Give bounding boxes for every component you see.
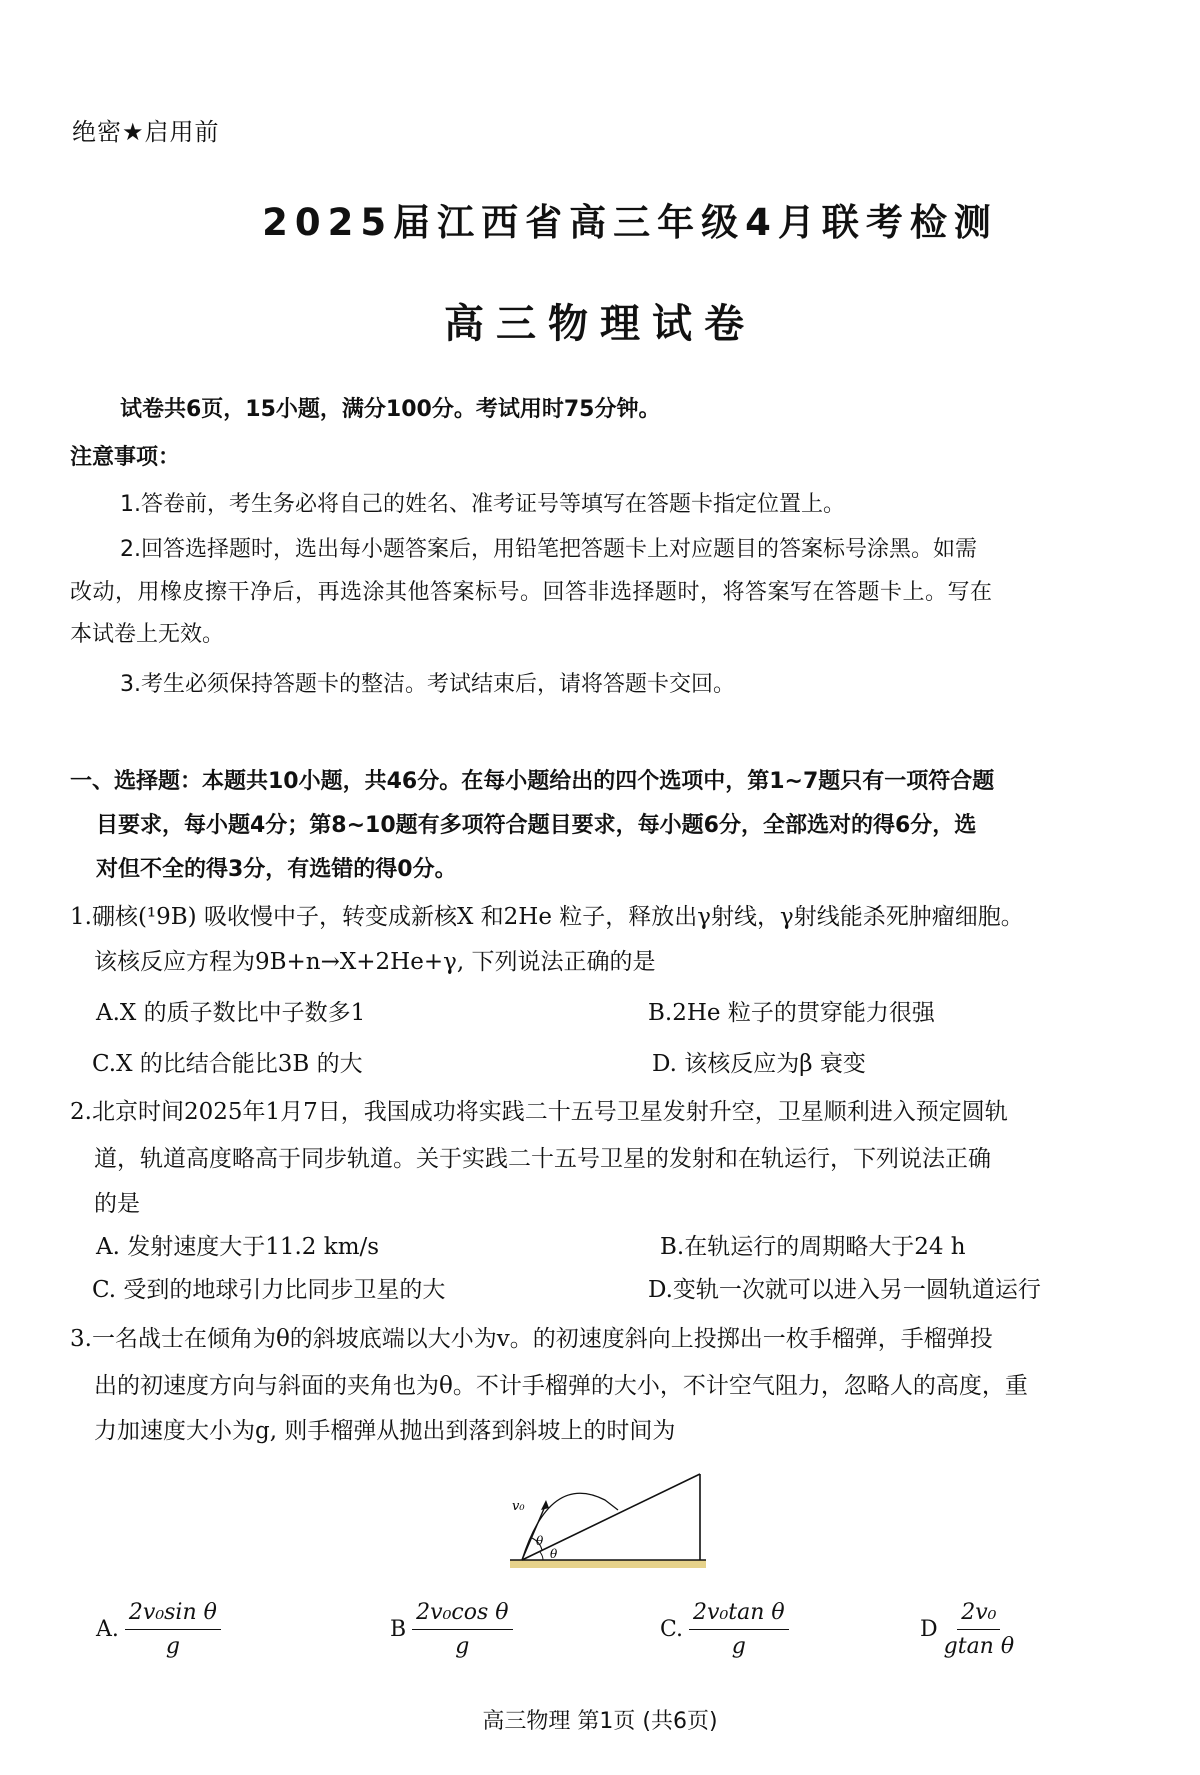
- q1-option-d: D. 该核反应为β 衰变: [652, 1051, 866, 1077]
- q3-stem-line-1: 3.一名战士在倾角为θ的斜坡底端以大小为v。的初速度斜向上投掷出一枚手榴弹，手榴弹投: [70, 1326, 993, 1352]
- angle-arc-2: [540, 1552, 543, 1560]
- note-2-line-1: 2.回答选择题时，选出每小题答案后，用铅笔把答题卡上对应题目的答案标号涂黑。如需: [120, 537, 977, 562]
- note-1: 1.答卷前，考生务必将自己的姓名、准考证号等填写在答题卡指定位置上。: [120, 492, 845, 517]
- incline-figure: [510, 1470, 710, 1580]
- page-footer: 高三物理 第1页 (共6页): [482, 1709, 718, 1734]
- velocity-arrow: [522, 1504, 546, 1560]
- v0-label: v₀: [512, 1499, 525, 1514]
- denominator: g: [455, 1634, 470, 1659]
- option-label: B: [390, 1617, 407, 1642]
- option-label: D: [920, 1617, 938, 1642]
- numerator: 2v₀cos θ: [412, 1600, 512, 1630]
- q2-stem-line-1: 2.北京时间2025年1月7日，我国成功将实践二十五号卫星发射升空，卫星顺利进入预定圆轨: [70, 1099, 1008, 1125]
- option-label: C.: [660, 1617, 684, 1642]
- q2-stem-line-2: 道，轨道高度略高于同步轨道。关于实践二十五号卫星的发射和在轨运行，下列说法正确: [94, 1146, 991, 1172]
- q2-option-a: A. 发射速度大于11.2 km/s: [96, 1234, 380, 1260]
- option-label: A.: [96, 1617, 119, 1642]
- intro-summary: 试卷共6页，15小题，满分100分。考试用时75分钟。: [120, 397, 661, 422]
- numerator: 2v₀: [957, 1600, 1000, 1630]
- denominator: gtan θ: [943, 1634, 1015, 1659]
- paper-title: 高三物理试卷: [444, 301, 756, 347]
- section1-line-1: 一、选择题：本题共10小题，共46分。在每小题给出的四个选项中，第1~7题只有一项符合题: [70, 769, 995, 794]
- q1-option-b: B.2He 粒子的贯穿能力很强: [648, 1000, 935, 1026]
- q3-option-a: [96, 1600, 221, 1659]
- q2-option-b: B.在轨运行的周期略大于24 h: [660, 1234, 966, 1260]
- q2-option-d: D.变轨一次就可以进入另一圆轨道运行: [648, 1277, 1041, 1303]
- incline-surface: [522, 1474, 700, 1560]
- ground-strip: [510, 1560, 706, 1568]
- denominator: g: [731, 1634, 746, 1659]
- secret-label: 绝密★启用前: [72, 118, 220, 146]
- q3-stem-line-3: 力加速度大小为g, 则手榴弹从抛出到落到斜坡上的时间为: [94, 1418, 676, 1444]
- exam-title: 2025届江西省高三年级4月联考检测: [262, 201, 998, 244]
- q3-option-d: [920, 1600, 1014, 1659]
- numerator: 2v₀sin θ: [125, 1600, 221, 1630]
- q1-option-c: C.X 的比结合能比3B 的大: [92, 1051, 363, 1077]
- section1-line-3: 对但不全的得3分，有选错的得0分。: [96, 857, 457, 882]
- q1-stem-line-1: 1.硼核(¹9B) 吸收慢中子，转变成新核X 和2He 粒子，释放出γ射线，γ射线能杀死肿瘤细胞。: [70, 904, 1024, 930]
- notes-heading: 注意事项：: [70, 445, 181, 470]
- trajectory: [522, 1493, 618, 1560]
- note-2-line-2: 改动，用橡皮擦干净后，再选涂其他答案标号。回答非选择题时，将答案写在答题卡上。写在: [70, 580, 993, 605]
- numerator: 2v₀tan θ: [689, 1600, 789, 1630]
- q3-option-c: [660, 1600, 789, 1659]
- q2-stem-line-3: 的是: [94, 1191, 140, 1217]
- q1-stem-line-2: 该核反应方程为9B+n→X+2He+γ, 下列说法正确的是: [94, 949, 656, 975]
- q3-stem-line-2: 出的初速度方向与斜面的夹角也为θ。不计手榴弹的大小，不计空气阻力，忽略人的高度，重: [94, 1373, 1028, 1399]
- q2-option-c: C. 受到的地球引力比同步卫星的大: [92, 1277, 446, 1303]
- note-2-line-3: 本试卷上无效。: [70, 622, 225, 647]
- q1-option-a: A.X 的质子数比中子数多1: [96, 1000, 366, 1026]
- theta-label-1: θ: [536, 1534, 544, 1548]
- q3-option-b: [390, 1600, 513, 1659]
- theta-label-2: θ: [550, 1547, 558, 1561]
- denominator: g: [165, 1634, 180, 1659]
- section1-line-2: 目要求，每小题4分；第8~10题有多项符合题目要求，每小题6分，全部选对的得6分，选: [96, 813, 977, 838]
- note-3: 3.考生必须保持答题卡的整洁。考试结束后，请将答题卡交回。: [120, 672, 735, 697]
